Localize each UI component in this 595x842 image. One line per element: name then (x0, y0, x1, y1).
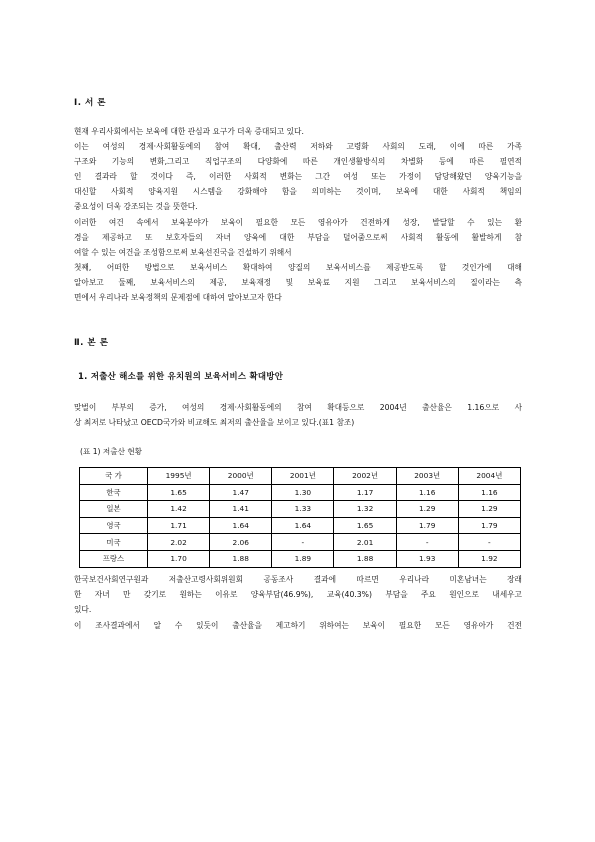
table-cell: 1.17 (334, 484, 396, 501)
table-header-row (80, 468, 521, 485)
table-cell: 1.79 (458, 517, 520, 534)
text-line: 경을 제공하고 또 보호자들의 자녀 양육에 대한 부담을 덜어줌으로써 사회적 활동에 활발하게 참 (74, 233, 522, 242)
table-cell: 일본 (80, 501, 148, 518)
table-cell: - (396, 534, 458, 551)
table-cell: 1.42 (148, 501, 210, 518)
header-cell: 2001년 (272, 468, 334, 485)
table-cell: 2.06 (210, 534, 272, 551)
table-cell: 1.30 (272, 484, 334, 501)
table-cell: 1.70 (148, 550, 210, 567)
table-cell: 1.71 (148, 517, 210, 534)
table-row (80, 517, 521, 534)
table-row (80, 534, 521, 551)
text-line: 면에서 우리나라 보육정책의 문제점에 대하여 알아보고자 한다 (74, 293, 282, 302)
table-cell: 1.79 (396, 517, 458, 534)
text-line: 있다. (74, 605, 92, 614)
text-line: 중요성이 더욱 강조되는 것을 뜻한다. (74, 202, 198, 211)
table-cell: 1.65 (334, 517, 396, 534)
header-cell: 국 가 (80, 468, 148, 485)
table-row (80, 550, 521, 567)
table-cell: 1.29 (458, 501, 520, 518)
table-cell: 한국 (80, 484, 148, 501)
body-paragraph-1 (74, 400, 522, 430)
header-cell: 2004년 (458, 468, 520, 485)
text-line: 이는 여성의 경제·사회활동에의 참여 확대, 출산력 저하와 고령화 사회의 도래, 이에 따른 가족 (74, 142, 522, 151)
text-line: 여할 수 있는 여건을 조성함으로써 보육선진국을 건설하기 위해서 (74, 248, 292, 257)
table-cell: 1.92 (458, 550, 520, 567)
intro-paragraph-2 (74, 215, 522, 305)
table-caption: (표 1) 저출산 현황 (80, 447, 143, 456)
table-cell: 2.02 (148, 534, 210, 551)
table-cell: 1.64 (210, 517, 272, 534)
text-line: 구조와 기능의 변화,그리고 직업구조의 다양화에 따른 개인생활방식의 차별화 등에 따른 필연적 (74, 157, 522, 166)
birth-rate-table (79, 467, 521, 568)
text-line: 한 자녀 만 갖기로 원하는 이유로 양육부담(46.9%), 교육(40.3%) 부담을 주요 원인으로 내세우고 (74, 590, 522, 599)
table-cell: 1.65 (148, 484, 210, 501)
table-cell: 1.41 (210, 501, 272, 518)
table-cell: 1.88 (210, 550, 272, 567)
table-cell: 영국 (80, 517, 148, 534)
table-cell: 1.33 (272, 501, 334, 518)
table-cell: 2.01 (334, 534, 396, 551)
table-cell: 1.93 (396, 550, 458, 567)
table-cell: - (272, 534, 334, 551)
text-line: 상 최저로 나타났고 OECD국가와 비교해도 최저의 출산율을 보이고 있다.(표1 참조) (74, 418, 355, 427)
table-cell: - (458, 534, 520, 551)
text-line: 이 조사결과에서 알 수 있듯이 출산율을 제고하기 위하여는 보육이 필요한 모든 영유아가 건전 (74, 621, 522, 630)
text-line: 맞벌이 부부의 증가, 여성의 경제·사회활동에의 참여 확대등으로 2004년 출산율은 1.16으로 사 (74, 403, 522, 412)
section-heading-body: Ⅱ. 본 론 (74, 338, 109, 348)
text-line: 인 결과라 할 것이다 즉, 이러한 사회적 변화는 그간 여성 또는 가정이 담당해왔던 양육기능을 (74, 172, 522, 181)
header-cell: 2003년 (396, 468, 458, 485)
header-cell: 2000년 (210, 468, 272, 485)
text-line: 현재 우리사회에서는 보육에 대한 관심과 요구가 더욱 증대되고 있다. (74, 127, 304, 136)
subsection-heading: 1. 저출산 해소를 위한 유치원의 보육서비스 확대방안 (78, 371, 284, 381)
table-cell: 1.47 (210, 484, 272, 501)
table-cell: 1.88 (334, 550, 396, 567)
text-line: 알아보고 둘째, 보육서비스의 제공, 보육재정 및 보육료 지원 그리고 보육서비스의 질이라는 측 (74, 278, 522, 287)
body-paragraph-3 (74, 618, 522, 633)
section-heading-introduction: Ⅰ. 서 론 (74, 98, 107, 108)
table-cell: 1.64 (272, 517, 334, 534)
header-cell: 1995년 (148, 468, 210, 485)
text-line: 한국보건사회연구원과 저출산고령사회위원회 공동조사 결과에 따르면 우리나라 미혼남녀는 장래 (74, 575, 522, 584)
text-line: 대신할 사회적 양육지원 시스템을 강화해야 함을 의미하는 것이며, 보육에 대한 사회적 책임의 (74, 187, 522, 196)
table-cell: 1.16 (396, 484, 458, 501)
table-cell: 프랑스 (80, 550, 148, 567)
text-line: 이러한 여건 속에서 보육분야가 보육이 필요한 모든 영유아가 건전하게 성장, 발달할 수 있는 환 (74, 218, 522, 227)
body-paragraph-2 (74, 572, 522, 617)
table-cell: 1.29 (396, 501, 458, 518)
intro-paragraph-1 (74, 124, 522, 214)
table-cell: 1.16 (458, 484, 520, 501)
header-cell: 2002년 (334, 468, 396, 485)
table-cell: 1.32 (334, 501, 396, 518)
table-row (80, 501, 521, 518)
table-cell: 미국 (80, 534, 148, 551)
table-row (80, 484, 521, 501)
table-cell: 1.89 (272, 550, 334, 567)
text-line: 첫째, 어떠한 방법으로 보육서비스 확대하여 양질의 보육서비스를 제공받도록 할 것인가에 대해 (74, 263, 522, 272)
